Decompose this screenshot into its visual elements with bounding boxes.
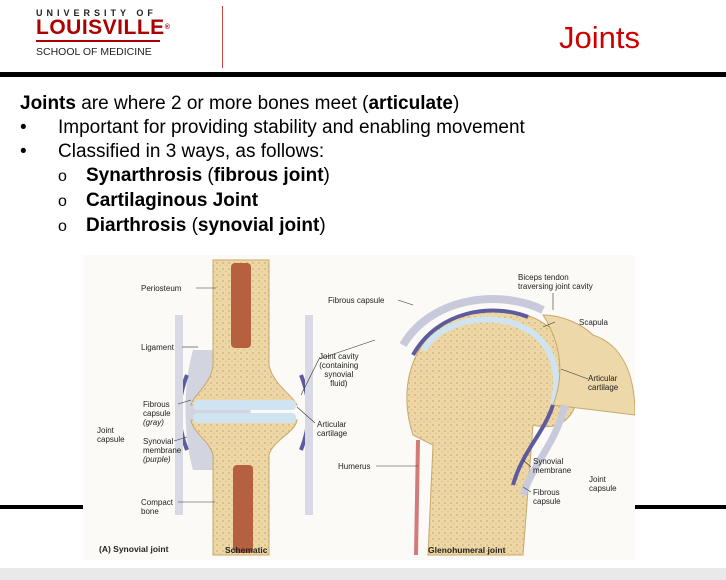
label-line: membrane xyxy=(533,466,572,475)
joint-type-alt: synovial joint xyxy=(197,215,320,236)
label-humerus: Humerus xyxy=(338,462,371,471)
sub-bullet-item xyxy=(20,214,720,239)
schematic-joint xyxy=(179,260,309,555)
label-fibrous-capsule xyxy=(143,400,171,427)
header-divider xyxy=(222,6,223,68)
bullet-glyph: • xyxy=(20,117,27,138)
label-line: Fibrous xyxy=(143,400,170,409)
slide-body xyxy=(20,92,720,239)
label-fibrous-capsule-right xyxy=(533,488,561,506)
joint-type-alt: fibrous joint xyxy=(213,165,324,186)
label-joint-cavity xyxy=(319,352,359,388)
slide-header xyxy=(0,0,726,76)
label-scapula: Scapula xyxy=(579,318,608,327)
glenohumeral-joint xyxy=(403,299,635,555)
caption-synovial-joint: (A) Synovial joint xyxy=(99,544,169,554)
label-line: Articular xyxy=(317,420,347,429)
decorative-bar-right xyxy=(635,505,726,509)
label-line: capsule xyxy=(589,484,617,493)
sub-bullet-glyph: o xyxy=(58,218,67,235)
caption-glenohumeral: Glenohumeral joint xyxy=(428,545,506,555)
sub-bullet-item xyxy=(20,189,720,214)
label-synovial-membrane-right xyxy=(533,457,571,475)
sub-bullet-glyph: o xyxy=(58,193,67,210)
label-biceps-tendon xyxy=(518,273,593,291)
sub-bullet-glyph: o xyxy=(58,168,67,185)
label-line: capsule xyxy=(143,409,171,418)
label-line: Biceps tendon xyxy=(518,273,569,282)
joint-type-name: Diarthrosis xyxy=(86,215,187,236)
paren-open: ( xyxy=(202,165,214,186)
bullet-item xyxy=(20,116,720,140)
term-joints: Joints xyxy=(20,93,76,114)
label-line: membrane xyxy=(143,446,182,455)
label-line: (gray) xyxy=(143,418,164,427)
intro-text: are where 2 or more bones meet ( xyxy=(75,93,369,114)
joint-type-name: Synarthrosis xyxy=(86,165,203,186)
label-periosteum: Periosteum xyxy=(141,284,182,293)
label-line: traversing joint cavity xyxy=(518,282,593,291)
label-line: cartilage xyxy=(317,429,348,438)
logo-registered-mark: ® xyxy=(164,24,171,31)
label-line: (purple) xyxy=(143,455,171,464)
joint-type-name: Cartilaginous Joint xyxy=(86,190,259,211)
label-line: fluid) xyxy=(330,379,348,388)
label-line: Joint xyxy=(589,475,606,484)
label-line: Joint xyxy=(97,426,114,435)
paren-close: ) xyxy=(319,215,326,236)
header-rule xyxy=(0,72,726,77)
caption-schematic: Schematic xyxy=(225,545,268,555)
logo-louisville-text: LOUISVILLE xyxy=(36,16,165,39)
slide-footer-bar xyxy=(0,568,726,580)
bullet-glyph: • xyxy=(20,141,27,162)
label-joint-capsule-right xyxy=(589,475,617,493)
label-line: Joint cavity xyxy=(319,352,359,361)
label-line: capsule xyxy=(97,435,125,444)
label-articular-cartilage-left xyxy=(317,420,347,438)
slide-title: Joints xyxy=(559,20,640,55)
sub-bullet-item xyxy=(20,164,720,189)
bullet-text: Classified in 3 ways, as follows: xyxy=(58,141,325,162)
label-line: Fibrous xyxy=(533,488,560,497)
label-line: Articular xyxy=(588,374,618,383)
logo-underline xyxy=(36,40,160,42)
label-line: Compact xyxy=(141,498,174,507)
term-articulate: articulate xyxy=(368,93,453,114)
label-compact-bone xyxy=(141,498,173,516)
bullet-text: Important for providing stability and enabling movement xyxy=(58,117,525,138)
intro-line xyxy=(20,92,720,116)
paren-open: ( xyxy=(186,215,198,236)
label-line: capsule xyxy=(533,497,561,506)
label-line: Synovial xyxy=(143,437,174,446)
label-articular-cartilage-right xyxy=(588,374,618,392)
label-line: cartilage xyxy=(588,383,619,392)
university-logo xyxy=(36,8,170,58)
synovial-joint-figure xyxy=(83,255,635,560)
label-line: Synovial xyxy=(533,457,564,466)
paren-close: ) xyxy=(323,165,330,186)
logo-school: SCHOOL OF MEDICINE xyxy=(36,46,152,58)
label-joint-capsule-left xyxy=(97,426,125,444)
label-line: bone xyxy=(141,507,159,516)
bullet-item xyxy=(20,140,720,164)
logo-university-of: UNIVERSITY OF xyxy=(36,8,157,18)
label-line: synovial xyxy=(324,370,354,379)
label-line: (containing xyxy=(319,361,359,370)
logo-louisville xyxy=(36,17,170,39)
label-fibrous-capsule-top: Fibrous capsule xyxy=(328,296,385,305)
label-ligament: Ligament xyxy=(141,343,174,352)
intro-close: ) xyxy=(452,93,460,114)
decorative-bar-left xyxy=(0,505,83,509)
label-synovial-membrane xyxy=(143,437,181,464)
